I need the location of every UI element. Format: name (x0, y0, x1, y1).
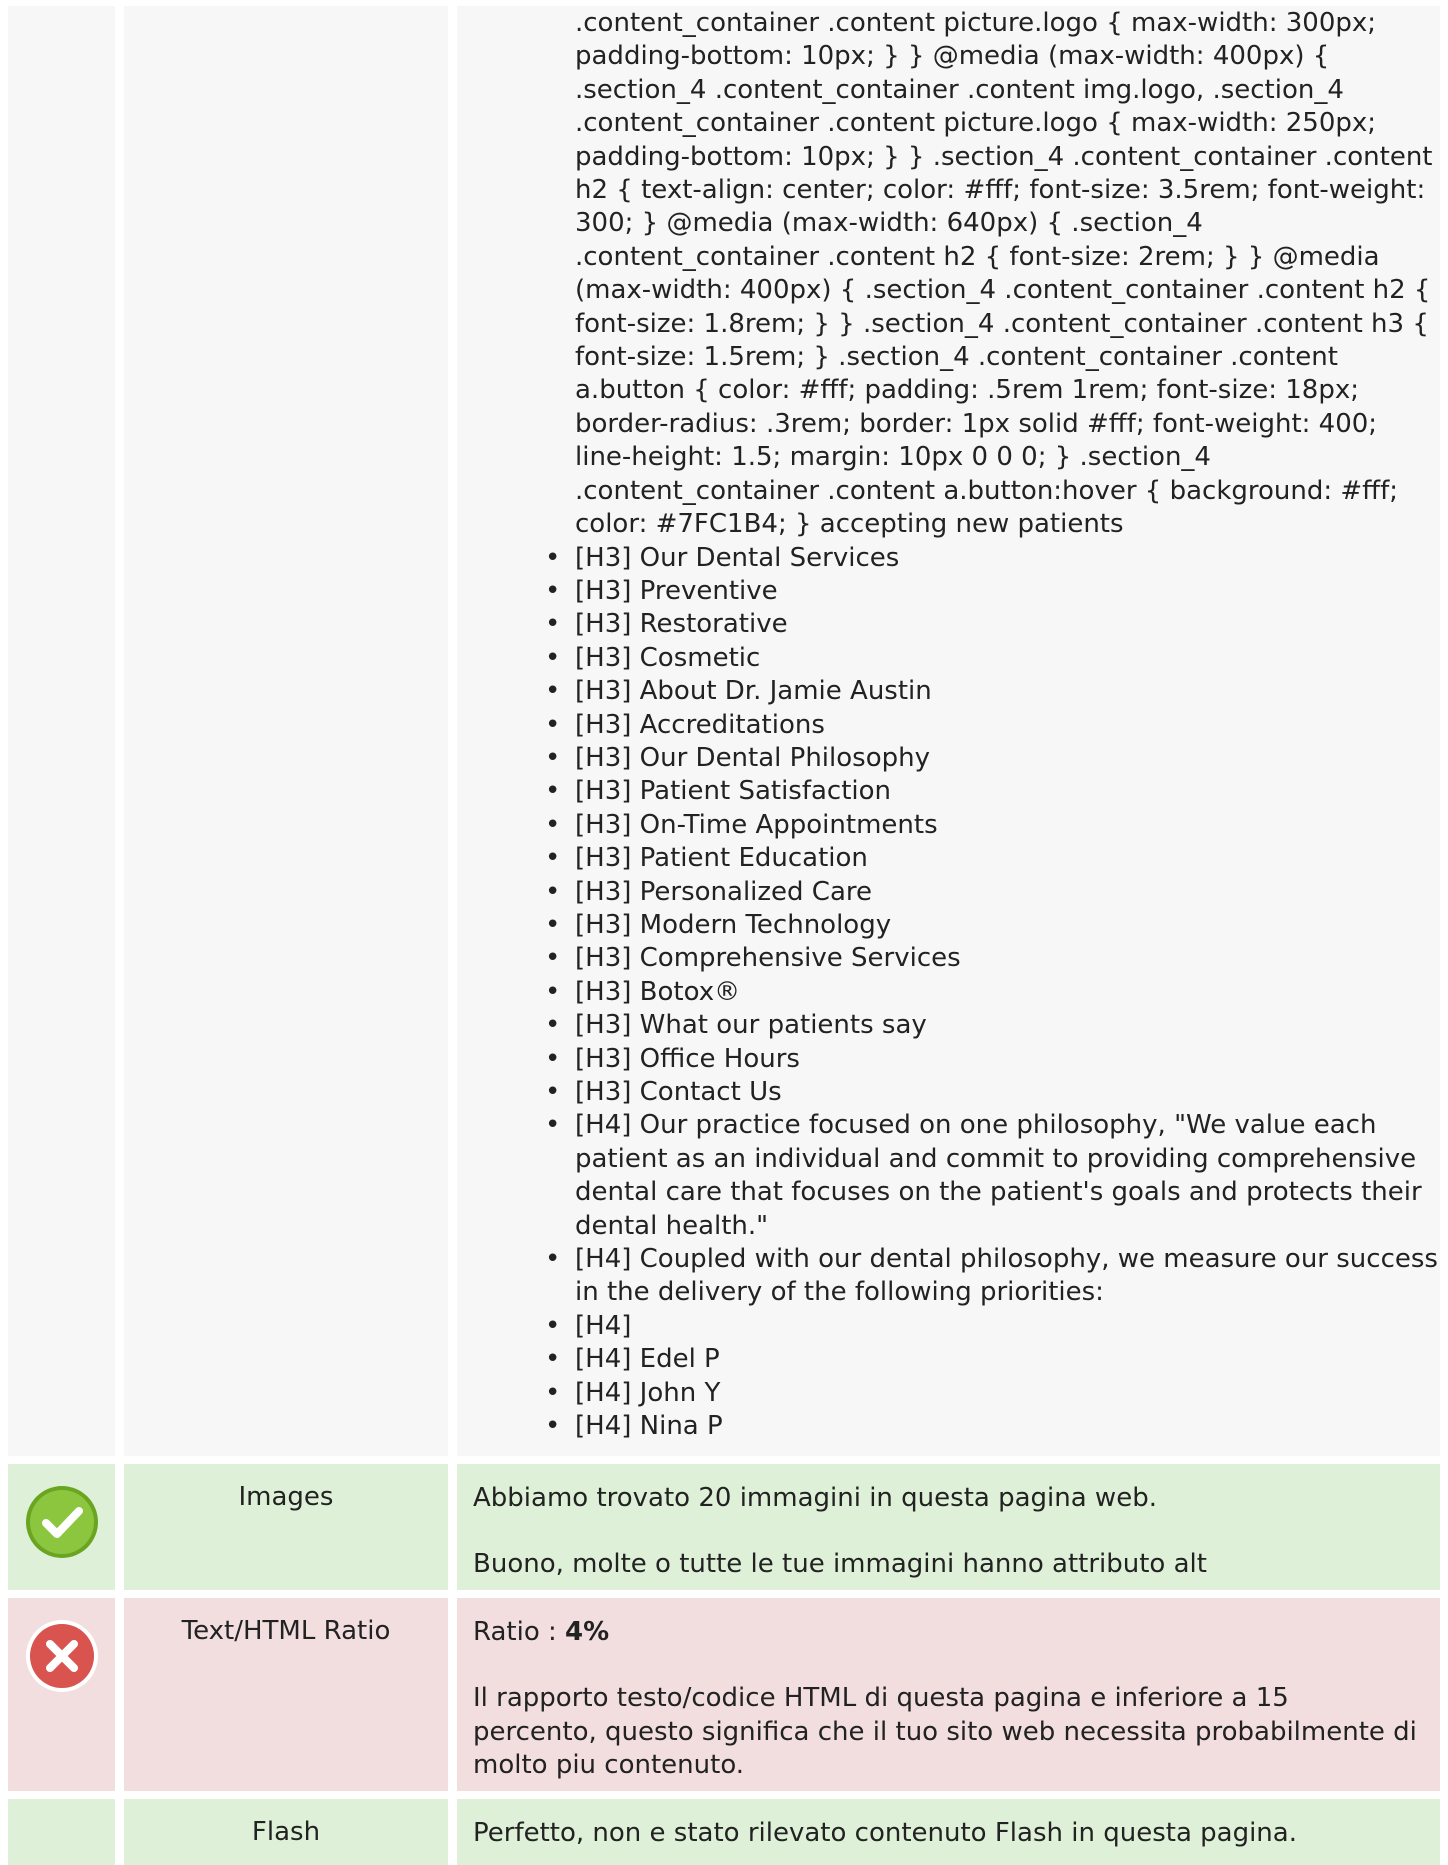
ratio-line (473, 1616, 1420, 1649)
heading-item: • [H3] Comprehensive Services (575, 942, 1440, 975)
heading-item: • [H3] Patient Satisfaction (575, 775, 1440, 808)
heading-item: • [H4] Coupled with our dental philosophy, we measure our success in the delivery of the following priorities: (575, 1243, 1440, 1310)
ratio-label-cell (124, 1598, 448, 1791)
flash-icon-cell (8, 1799, 115, 1865)
ratio-icon-cell (8, 1598, 115, 1791)
heading-item: • [H3] Patient Education (575, 842, 1440, 875)
ratio-label: Text/HTML Ratio (181, 1616, 391, 1646)
headings-css-blob: .content_container .content picture.logo { max-width: 300px; padding-bottom: 10px; } } @media (max-width: 400px) { .section_4 .content_container .content img.logo, .section_4 .content_container .content picture.logo { max-width: 250px; padding-bottom: 10px; } } .section_4 .content_container .content h2 { text-align: center; color: #fff; font-size: 3.5rem; font-weight: 300; } @media (max-width: 640px) { .section_4 .content_container .content h2 { font-size: 2rem; } } @media (max-width: 400px) { .section_4 .content_container .content h2 { font-size: 1.8rem; } } .section_4 .content_container .content h3 { font-size: 1.5rem; } .section_4 .content_container .content a.button { color: #fff; padding: .5rem 1rem; font-size: 18px; border-radius: .3rem; border: 1px solid #fff; font-weight: 400; line-height: 1.5; margin: 10px 0 0 0; } .section_4 .content_container .content a.button:hover { background: #fff; color: #7FC1B4; } accepting new patients (575, 8, 1433, 540)
heading-item: • [H4] Edel P (575, 1343, 1440, 1376)
flash-label-cell (124, 1799, 448, 1865)
error-x-icon (24, 1618, 100, 1694)
heading-item: • [H3] Botox® (575, 976, 1440, 1009)
flash-row (8, 1799, 1440, 1865)
headings-value-cell (457, 6, 1440, 1456)
heading-item: • [H3] Personalized Care (575, 876, 1440, 909)
heading-item: • [H3] Cosmetic (575, 642, 1440, 675)
heading-item: • [H4] John Y (575, 1377, 1440, 1410)
headings-icon-cell (8, 6, 115, 1456)
heading-item: • [H3] Our Dental Services (575, 542, 1440, 575)
heading-item: • [H3] What our patients say (575, 1009, 1440, 1042)
flash-value-cell (457, 1799, 1440, 1865)
heading-item: • [H3] Contact Us (575, 1076, 1440, 1109)
images-alt-text: Buono, molte o tutte le tue immagini hanno attributo alt (473, 1549, 1207, 1580)
heading-item: • [H3] Office Hours (575, 1043, 1440, 1076)
heading-item: • [H4] Nina P (575, 1410, 1440, 1443)
headings-list (457, 6, 1440, 1443)
heading-item: • [H4] Our practice focused on one philosophy, "We value each patient as an individual and commit to providing comprehensive dental care that focuses on the patient's goals and protects their dental health." (575, 1109, 1440, 1243)
ratio-row (8, 1598, 1440, 1791)
heading-item: • [H3] Accreditations (575, 709, 1440, 742)
heading-item: • [H3] Modern Technology (575, 909, 1440, 942)
images-label: Images (238, 1482, 334, 1512)
flash-value: Perfetto, non e stato rilevato contenuto Flash in questa pagina. (473, 1818, 1297, 1848)
heading-item: • [H3] Preventive (575, 575, 1440, 608)
check-icon (24, 1484, 100, 1560)
ratio-value (473, 1616, 1420, 1783)
heading-item: • [H3] Our Dental Philosophy (575, 742, 1440, 775)
heading-item: • [H3] About Dr. Jamie Austin (575, 675, 1440, 708)
heading-item: • [H3] Restorative (575, 608, 1440, 641)
images-label-cell (124, 1464, 448, 1590)
images-value (473, 1482, 1420, 1582)
ratio-prefix: Ratio : (473, 1617, 566, 1647)
images-found-text: Abbiamo trovato 20 immagini in questa pagina web. (473, 1483, 1157, 1513)
headings-row (8, 6, 1440, 1456)
flash-label: Flash (251, 1817, 321, 1847)
heading-item: • [H4] (575, 1310, 1440, 1343)
ratio-description: Il rapporto testo/codice HTML di questa pagina e inferiore a 15 percento, questo significa che il tuo sito web necessita probabilmente di molto piu contenuto. (473, 1683, 1417, 1781)
images-row (8, 1464, 1440, 1590)
headings-label-cell (124, 6, 448, 1456)
heading-item: • [H3] On-Time Appointments (575, 809, 1440, 842)
images-icon-cell (8, 1464, 115, 1590)
ratio-value-cell (457, 1598, 1440, 1791)
images-value-cell (457, 1464, 1440, 1590)
ratio-number: 4% (565, 1617, 610, 1647)
